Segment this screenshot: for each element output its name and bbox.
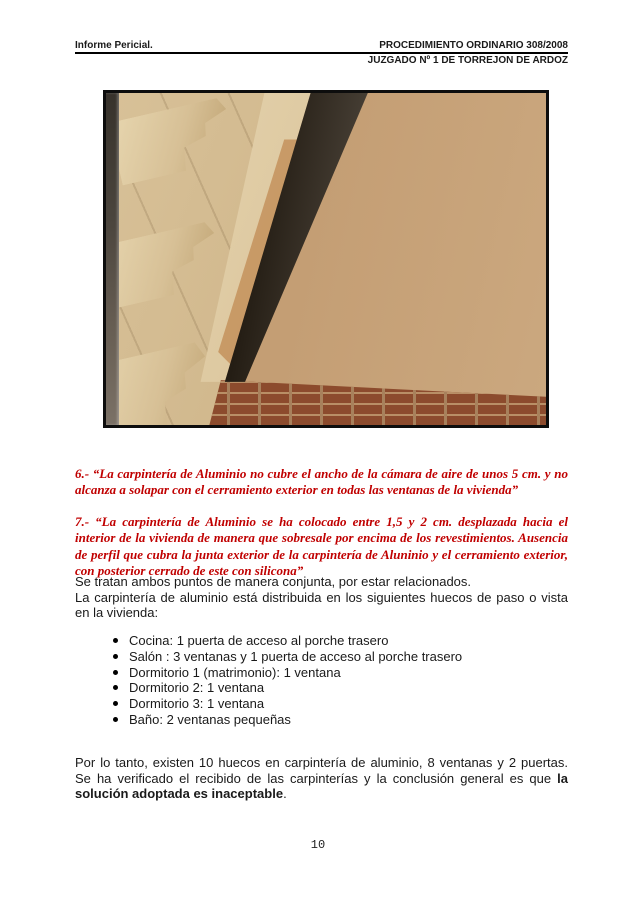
header-court-name: JUZGADO Nº 1 DE TORREJON DE ARDOZ [367,55,568,66]
list-item: Dormitorio 2: 1 ventana [129,680,622,696]
carpentry-list [75,633,622,728]
page-number: 10 [310,838,326,852]
intro-line-1: Se tratan ambos puntos de manera conjunta, por estar relacionados. [75,574,472,589]
intro-line-2: La carpintería de aluminio está distribuida en los siguientes huecos de paso o vista en la vivienda: [75,589,568,621]
conclusion-text: Por lo tanto, existen 10 huecos en carpintería de aluminio, 8 ventanas y 2 puertas. Se ha verificado el recibido de las carpinterías y la conclusión general es que [75,755,568,786]
photo-downpipe [106,93,119,425]
list-item: Cocina: 1 puerta de acceso al porche trasero [129,633,622,649]
eave-photo [103,90,549,428]
page-header [75,40,568,66]
list-item: Dormitorio 3: 1 ventana [129,696,622,712]
quote-point-7: 7.- “La carpintería de Aluminio se ha colocado entre 1,5 y 2 cm. desplazada hacia el interior de la vivienda de manera que sobresale por encima de los revestimientos. Ausencia de perfil que cubra la junta exterior de la carpintería de Aluninio y el cerramiento exterior, con posterior cerrado de este con silicona” [75,514,568,578]
list-item: Salón : 3 ventanas y 1 puerta de acceso al porche trasero [129,649,622,665]
header-rule [75,40,568,54]
bullet-icon [113,670,118,675]
conclusion-paragraph [75,755,568,802]
bullet-icon [113,638,118,643]
list-item: Dormitorio 1 (matrimonio): 1 ventana [129,665,622,681]
quote-point-6: 6.- “La carpintería de Aluminio no cubre el ancho de la cámara de aire de unos 5 cm. y no alcanza a solapar con el cerramiento exterior en todas las ventanas de la vivienda” [75,466,568,498]
intro-paragraph [75,574,568,621]
bullet-icon [113,701,118,706]
bullet-icon [113,717,118,722]
bullet-icon [113,654,118,659]
conclusion-period: . [283,786,287,802]
header-procedure-number: PROCEDIMIENTO ORDINARIO 308/2008 [379,40,568,51]
header-left-title: Informe Pericial. [75,40,153,51]
bullet-icon [113,685,118,690]
list-item: Baño: 2 ventanas pequeñas [129,712,622,728]
conclusion-bold-text: la solución adoptada es inaceptable [75,770,568,802]
